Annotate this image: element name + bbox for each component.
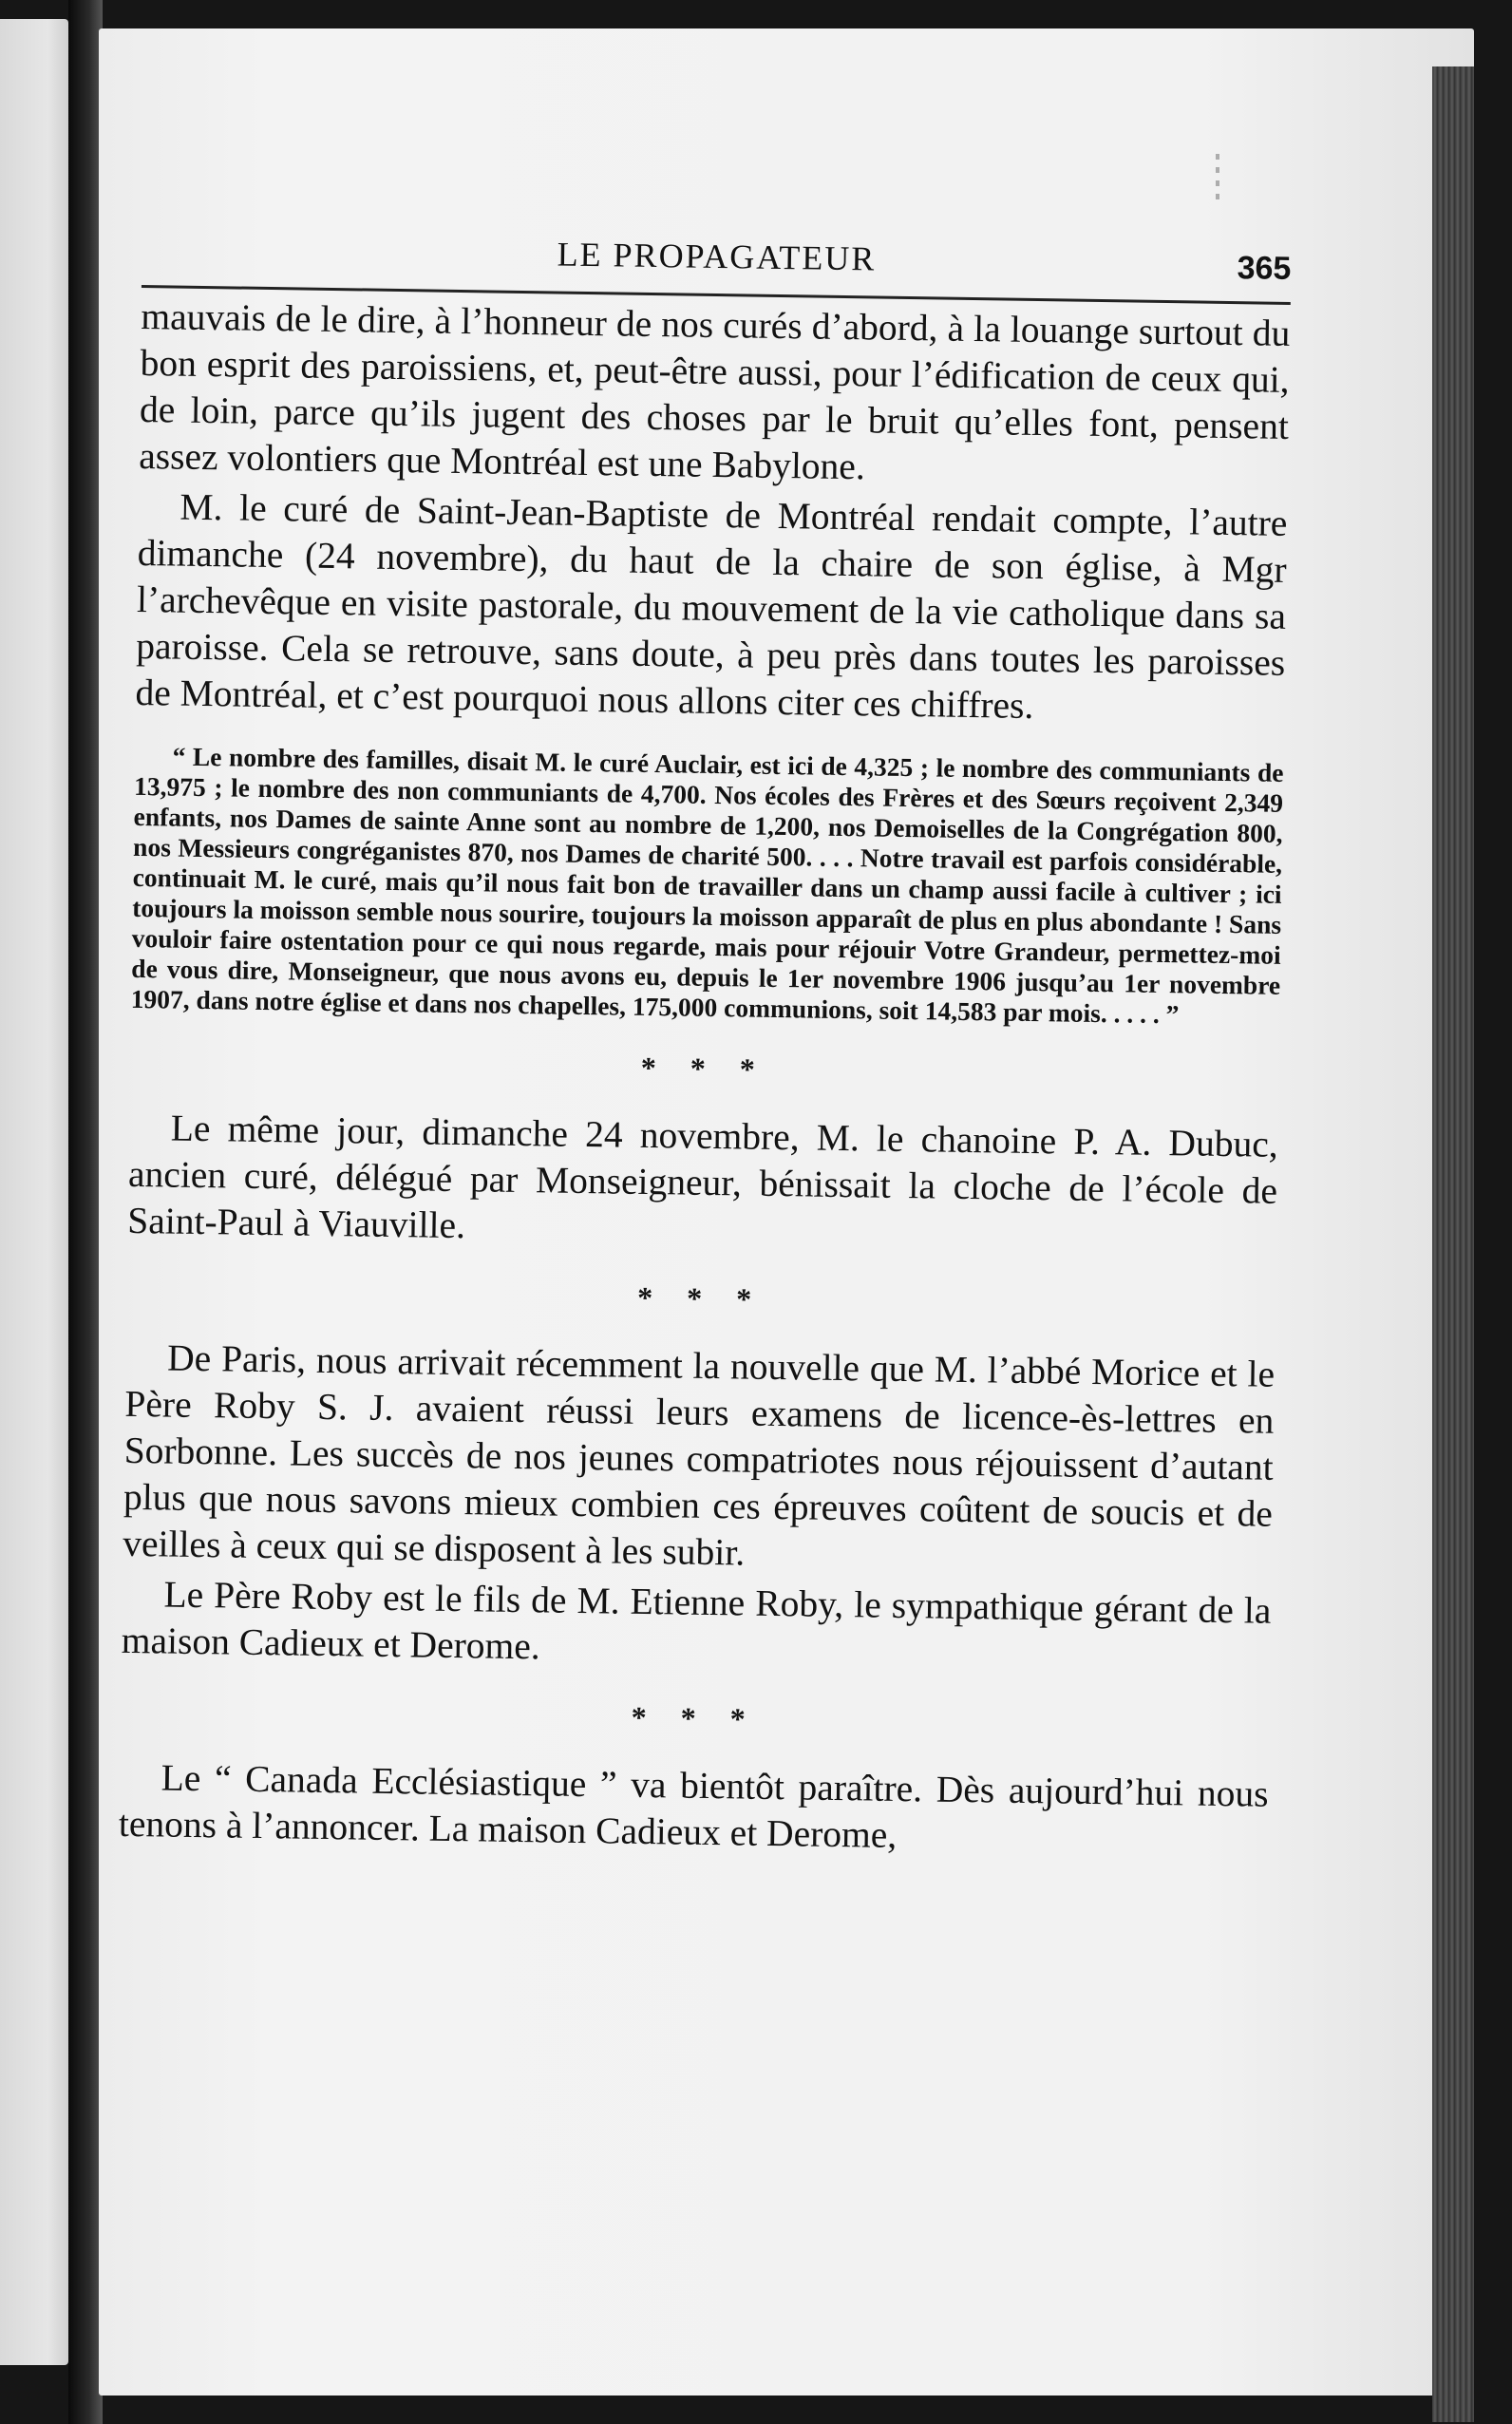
paragraph-paris-exams: De Paris, nous arrivait récemment la nouvelle que M. l’abbé Morice et le Père Roby S. J. avaient réussi leurs examens de licence-ès-lettres en Sorbonne. Les succès de nos jeunes compatriotes nous réjouissent d’autant plus que nous savons mieux combien ces épreuves coûtent de soucis et de veilles à ceux qui se disposent à les subir. xyxy=(122,1336,1276,1574)
page-number: 365 xyxy=(1237,250,1292,287)
page-content xyxy=(119,218,1292,1865)
section-separator-1: * * * xyxy=(640,1050,769,1087)
book-gutter xyxy=(68,0,103,2424)
paragraph-dubuc: Le même jour, dimanche 24 novembre, M. le chanoine P. A. Dubuc, ancien curé, délégué par Monseigneur, bénissait la cloche de l’école de Saint-Paul à Viauville. xyxy=(127,1107,1278,1247)
paragraph-pere-roby: Le Père Roby est le fils de M. Etienne Roby, le sympathique gérant de la maison Cadieux et Derome. xyxy=(121,1573,1272,1668)
scan-mark xyxy=(1216,154,1219,201)
paragraph-canada-ecclesiastique: Le “ Canada Ecclésiastique ” va bientôt paraître. Dès aujourd’hui nous tenons à l’annoncer. La maison Cadieux et Derome, xyxy=(118,1756,1269,1856)
paragraph-continued: mauvais de le dire, à l’honneur de nos curés d’abord, à la louange surtout du bon esprit des paroissiens, et, peut-être aussi, pour l’édification de ceux qui, de loin, parce qu’ils jugent des choses par le bruit qu’elles font, pensent assez volontiers que Montréal est une Babylone. xyxy=(138,294,1291,488)
paragraph-saint-jean-baptiste: M. le curé de Saint-Jean-Baptiste de Montréal rendait compte, l’autre dimanche (24 novembre), du haut de la chaire de son église, à Mgr l’archevêque en visite pastorale, du mouvement de la vie catholique dans sa paroisse. Cela se retrouve, sans doute, à peu près dans toutes les paroisses de Montréal, et c’est pourquoi nous allons citer ces chiffres. xyxy=(135,485,1288,727)
section-separator-2: * * * xyxy=(636,1279,765,1316)
quoted-statistics: “ Le nombre des familles, disait M. le curé Auclair, est ici de 4,325 ; le nombre des communiants de 13,975 ; le nombre des non communiants de 4,700. Nos écoles des Frères et des Sœurs reçoivent 2,349 enfants, nos Dames de sainte Anne sont au nombre de 1,200, nos Demoiselles de la Congrégation 800, nos Messieurs congréganistes 870, nos Dames de charité 500. . . . Notre travail est parfois considérable, continuait M. le curé, mais qu’il nous fait bon de travailler dans un champ aussi facile à cultiver ; ici toujours la moisson semble nous sourire, toujours la moisson apparaît de plus en plus abondante ! Sans vouloir faire ostentation pour ce qui nous regarde, mais pour réjouir Votre Grandeur, permettez-moi de vous dire, Monseigneur, que nous avons eu, depuis le 1er novembre 1906 jusqu’au 1er novembre 1907, dans notre église et dans nos chapelles, 175,000 communions, soit 14,583 par mois. . . . . ” xyxy=(130,741,1284,1030)
page-stack-edge xyxy=(1432,66,1474,2422)
previous-page-edge xyxy=(0,19,68,2365)
section-separator-3: * * * xyxy=(631,1699,759,1736)
running-title: LE PROPAGATEUR xyxy=(557,235,877,278)
